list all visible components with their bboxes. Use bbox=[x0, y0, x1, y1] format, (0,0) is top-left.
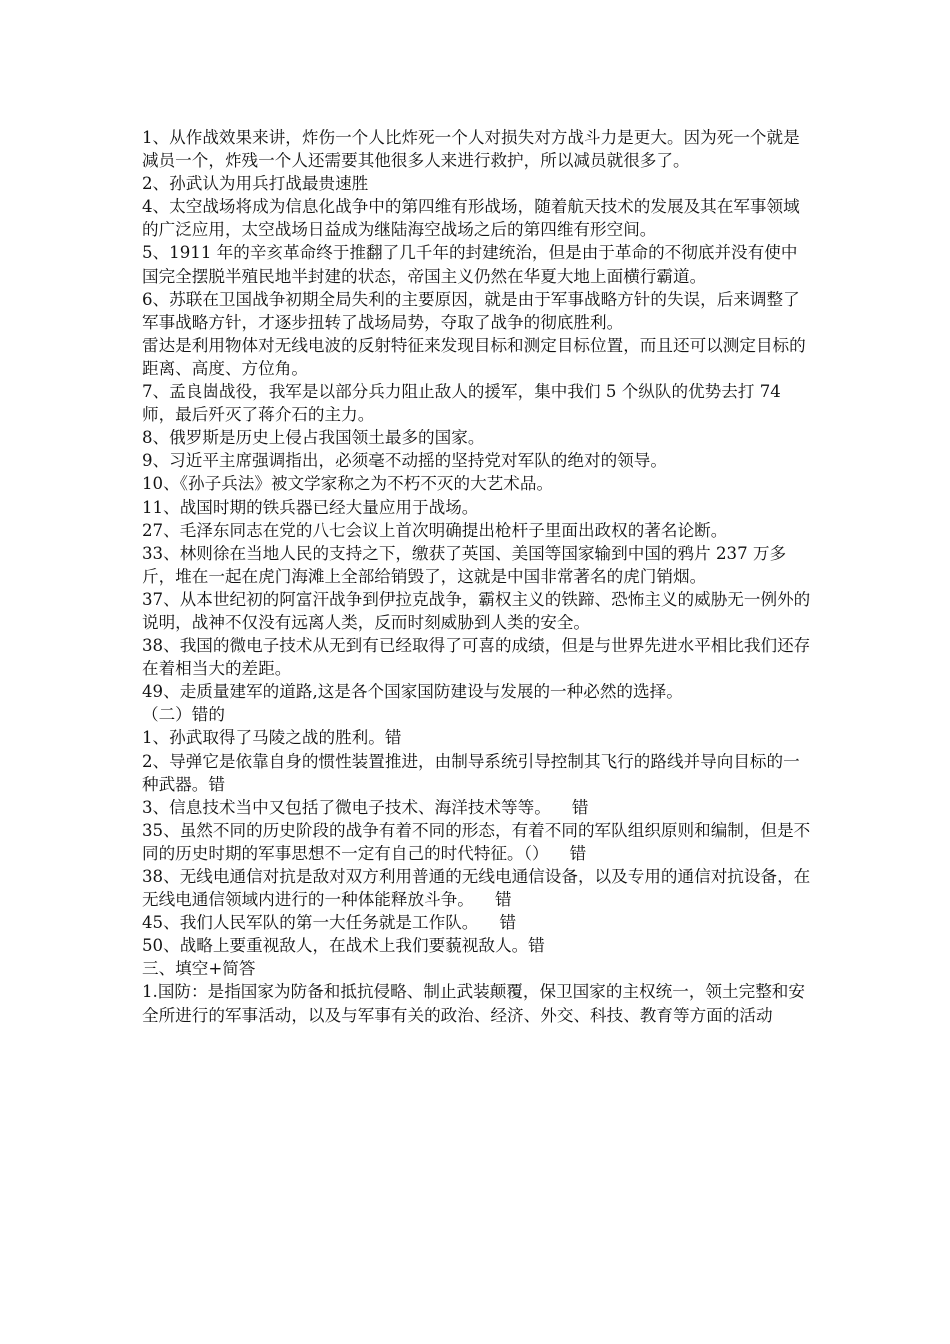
section-heading: （二）错的 bbox=[142, 705, 225, 725]
paragraph: 6、苏联在卫国战争初期全局失利的主要原因，就是由于军事战略方针的失误，后来调整了军事战略方针，才逐步扭转了战场局势，夺取了战争的彻底胜利。 bbox=[142, 289, 800, 332]
paragraph: 11、战国时期的铁兵器已经大量应用于战场。 bbox=[142, 497, 479, 517]
paragraph: 38、无线电通信对抗是敌对双方利用普通的无线电通信设备，以及专用的通信对抗设备，在无线电通信领域内进行的一种体能释放斗争。 错 bbox=[142, 867, 811, 910]
paragraph: 33、林则徐在当地人民的支持之下，缴获了英国、美国等国家输到中国的鸦片 237 万多斤，堆在一起在虎门海滩上全部给销毁了，这就是中国非常著名的虎门销烟。 bbox=[142, 543, 787, 586]
paragraph: 2、导弹它是依靠自身的惯性装置推进，由制导系统引导控制其飞行的路线并导向目标的一种武器。错 bbox=[142, 751, 800, 794]
paragraph: 9、习近平主席强调指出，必须毫不动摇的坚持党对军队的绝对的领导。 bbox=[142, 451, 667, 471]
paragraph: 4、太空战场将成为信息化战争中的第四维有形战场，随着航天技术的发展及其在军事领域的广泛应用，太空战场日益成为继陆海空战场之后的第四维有形空间。 bbox=[142, 197, 800, 240]
paragraph: 1、从作战效果来讲，炸伤一个人比炸死一个人对损失对方战斗力是更大。因为死一个就是减员一个，炸残一个人还需要其他很多人来进行救护，所以减员就很多了。 bbox=[142, 128, 800, 171]
paragraph: 1、孙武取得了马陵之战的胜利。错 bbox=[142, 728, 402, 748]
paragraph: 50、战略上要重视敌人，在战术上我们要藐视敌人。错 bbox=[142, 936, 545, 956]
paragraph: 10、《孙子兵法》被文学家称之为不朽不灭的大艺术品。 bbox=[142, 474, 554, 494]
paragraph: 8、俄罗斯是历史上侵占我国领土最多的国家。 bbox=[142, 428, 485, 448]
section-heading: 三、填空+简答 bbox=[142, 959, 256, 979]
paragraph: 49、走质量建军的道路,这是各个国家国防建设与发展的一种必然的选择。 bbox=[142, 682, 683, 702]
paragraph: 45、我们人民军队的第一大任务就是工作队。 错 bbox=[142, 913, 517, 933]
paragraph: 5、1911 年的辛亥革命终于推翻了几千年的封建统治，但是由于革命的不彻底并没有使中国完全摆脱半殖民地半封建的状态，帝国主义仍然在华夏大地上面横行霸道。 bbox=[142, 243, 798, 286]
paragraph: 37、从本世纪初的阿富汗战争到伊拉克战争，霸权主义的铁蹄、恐怖主义的威胁无一例外的说明，战神不仅没有远离人类，反而时刻威胁到人类的安全。 bbox=[142, 589, 811, 632]
paragraph: 27、毛泽东同志在党的八七会议上首次明确提出枪杆子里面出政权的著名论断。 bbox=[142, 520, 728, 540]
paragraph: 3、信息技术当中又包括了微电子技术、海洋技术等等。 错 bbox=[142, 797, 589, 817]
paragraph: 7、孟良崮战役，我军是以部分兵力阻止敌人的援军，集中我们 5 个纵队的优势去打 74 师，最后歼灭了蒋介石的主力。 bbox=[142, 382, 787, 425]
paragraph: 1.国防：是指国家为防备和抵抗侵略、制止武装颠覆，保卫国家的主权统一，领土完整和安全所进行的军事活动，以及与军事有关的政治、经济、外交、科技、教育等方面的活动 bbox=[142, 982, 805, 1025]
paragraph: 38、我国的微电子技术从无到有已经取得了可喜的成绩，但是与世界先进水平相比我们还存在着相当大的差距。 bbox=[142, 636, 811, 679]
paragraph: 雷达是利用物体对无线电波的反射特征来发现目标和测定目标位置，而且还可以测定目标的距离、高度、方位角。 bbox=[142, 335, 806, 378]
document-body bbox=[142, 126, 814, 1027]
paragraph: 2、孙武认为用兵打战最贵速胜 bbox=[142, 174, 369, 194]
paragraph: 35、虽然不同的历史阶段的战争有着不同的形态，有着不同的军队组织原则和编制，但是不同的历史时期的军事思想不一定有自己的时代特征。（） 错 bbox=[142, 820, 811, 863]
